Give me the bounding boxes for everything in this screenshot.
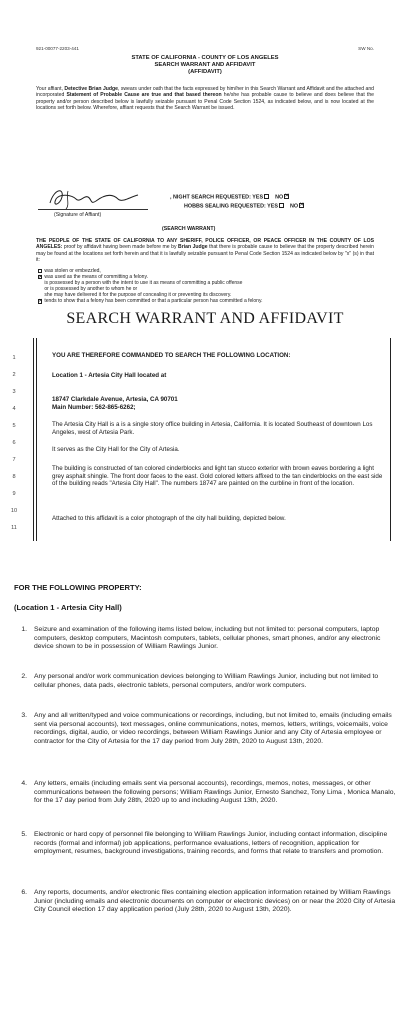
form-title-affidavit: (AFFIDAVIT) (188, 69, 222, 75)
pleading-frame (33, 338, 391, 541)
photo-attachment-note: Attached to this affidavit is a color photograph of the city hall building, depicted below. (52, 515, 286, 522)
option-text: or is possessed by another to whom he or (44, 286, 138, 293)
property-heading: FOR THE FOLLOWING PROPERTY: (14, 583, 142, 592)
option-checkbox (38, 299, 42, 303)
option-text: tends to show that a felony has been committed or that a particular person has committed a felony. (44, 298, 263, 305)
judge-name: Brian Judge (178, 244, 208, 251)
form-number: 921-00077-2203-441 (36, 46, 79, 51)
line-number: 8 (12, 474, 16, 480)
hobbs-yes-checkbox (279, 203, 284, 208)
location-address: 18747 Clarkdale Avenue, Artesia, CA 90701 (52, 396, 178, 403)
option-checkbox (38, 275, 42, 279)
building-description: The Artesia City Hall is a is a single story office building in Artesia, California. It is located Southeast of downtown Los Angeles, west of Artesia Park. (52, 421, 373, 436)
form-title-state: STATE OF CALIFORNIA - COUNTY OF LOS ANGELES (131, 55, 279, 61)
night-search-request (170, 194, 289, 201)
property-item (14, 712, 396, 746)
signature-caption: (Signature of Affiant) (54, 212, 102, 218)
affidavit-paragraph (36, 86, 374, 112)
affidavit-form-page (0, 38, 410, 305)
line-number: 5 (12, 423, 16, 429)
affiant-signature (46, 185, 142, 211)
line-number: 9 (12, 491, 16, 497)
affiant-name: Detective Brian Judge (64, 86, 118, 92)
people-address: THE PEOPLE OF THE STATE OF CALIFORNIA TO ANY SHERIFF, POLICE OFFICER, OR PEACE OFFICER IN THE COUNTY OF LOS ANGELES: (36, 238, 374, 251)
people-paragraph (36, 238, 374, 263)
hobbs-sealing-request (184, 203, 304, 210)
sw-number-label: SW No. (358, 46, 374, 51)
seizure-basis-option (38, 298, 374, 304)
line-number: 3 (12, 389, 16, 395)
option-text: was used as the means of committing a felony. (44, 274, 148, 281)
property-item-number: 2. (21, 673, 27, 680)
property-item-number: 5. (21, 831, 27, 838)
property-item (14, 626, 396, 652)
line-number: 2 (12, 372, 16, 378)
line-number: 10 (10, 508, 18, 514)
warrant-page-heading: SEARCH WARRANT AND AFFIDAVIT (66, 310, 344, 327)
main-phone-number: Main Number: 562-865-6262; (52, 404, 136, 411)
hobbs-no-checkbox (299, 203, 304, 208)
probable-cause-statement: Statement of Probable Cause are true and that based thereon (66, 92, 222, 99)
search-warrant-caption: (SEARCH WARRANT) (162, 226, 216, 232)
property-item-text: Seizure and examination of the following items listed below, including but not limited to: personal computers, laptop computers, desktop computers, Macintosh computers, tablets, cellular phones, smart phones, and/or any electronic device shown to be in possession of William Rawlings Junior. (34, 626, 381, 651)
property-item-number: 3. (21, 712, 27, 719)
location-label: Location 1 - Artesia City Hall located at (52, 372, 167, 379)
affidavit-text-a: Your affiant, (36, 86, 65, 92)
warrant-location-page (0, 310, 410, 550)
property-item-text: Electronic or hard copy of personnel file belonging to William Rawlings Junior, including contact information, discipline records (formal and informal) job applications, performance evaluations, letters of recognition, application for employment, resumes, background investigations, training records, and forms that relate to transfers and promotion. (34, 831, 388, 856)
hobbs-no-label: NO (289, 203, 299, 210)
people-text-b: that there is probable cause to believe that the property described herein may be found at the locations set forth herein and that it is lawfully seizable pursuant to Penal Code Section 1524 as indicated below by "x" (s) in that it: (36, 244, 374, 263)
seizure-basis-list (38, 268, 374, 305)
property-item-text: Any letters, emails (including emails sent via personal accounts), recordings, memos, notes, messages, or other communications between the following persons; William Rawlings Junior, Ernesto Sanchez, Tony Lima , Monica Manalo, for the 17 day period from July 28th, 2020 up to and including August 13th, 2020. (34, 780, 396, 805)
building-exterior: The building is constructed of tan colored cinderblocks and light tan stucco exterior with brown eaves bordering a light grey asphalt shingle. The front door faces to the east. Gold colored letters affixed to the tan cinderblocks on the east side of the building reads "Artesia City Hall". The numbers 18747 are painted on the curbline in front of the location. (52, 465, 383, 488)
affidavit-text-c: he/she has probable cause to believe and does believe that the property and/or person described below is lawfully seizable pursuant to Penal Code Section 1524, as indicated below, and is now located at the locations set forth below. Wherefore, affiant requests that the Search Warrant be issued. (36, 92, 374, 112)
option-text: she may have delivered it for the purpose of concealing it or preventing its discovery. (44, 292, 232, 299)
option-text: is possessed by a person with the intent to use it as means of committing a public offense (44, 280, 243, 287)
option-indent (38, 287, 42, 291)
property-item (14, 831, 396, 857)
property-item-text: Any personal and/or work communication devices belonging to William Rawlings Junior, including but not limited to cellular phones, data pads, electronic tablets, personal computers, and/or work computers. (34, 673, 379, 689)
signature-line (38, 209, 148, 210)
line-number: 11 (11, 525, 17, 531)
line-number: 1 (12, 355, 16, 361)
property-item-text: Any and all written/typed and voice communications or recordings, including, but not limited to, emails (including emails sent via personal accounts), text messages, online communications, notes, memos, letters, writings, voicemails, voice recordings, digital, audio, or video recordings, between William Rawlings Junior and any City of Artesia employee or contractor for the City of Artesia for the 17 day period from July 28th, 2020 to August 13th, 2020. (34, 712, 392, 745)
form-header (36, 46, 374, 51)
option-text: was stolen or embezzled, (44, 268, 101, 274)
line-number: 7 (12, 457, 16, 463)
property-item-number: 1. (21, 626, 27, 633)
affidavit-text-b: , swears under oath that the facts expressed by him/her in this Search Warrant and Affidavit and the attached and incorporated (36, 86, 374, 99)
night-no-label: NO (275, 194, 284, 201)
hobbs-sealing-label: HOBBS SEALING REQUESTED: YES (184, 203, 278, 210)
option-indent (38, 281, 42, 285)
property-item (14, 889, 396, 915)
property-item (14, 673, 396, 690)
property-item (14, 780, 396, 806)
property-item-number: 4. (21, 780, 27, 787)
night-no-checkbox (284, 194, 289, 199)
night-yes-checkbox (264, 194, 269, 199)
line-number: 6 (12, 440, 16, 446)
property-subheading: (Location 1 - Artesia City Hall) (14, 603, 122, 612)
property-item-number: 6. (21, 889, 27, 896)
people-text-a: proof by affidavit having been made before me by (62, 244, 179, 251)
building-purpose: It serves as the City Hall for the City of Artesia. (52, 446, 180, 453)
form-title-warrant: SEARCH WARRANT AND AFFIDAVIT (154, 62, 256, 68)
line-number: 4 (12, 406, 16, 412)
night-search-label: , NIGHT SEARCH REQUESTED: YES (170, 194, 264, 201)
property-list-page (0, 570, 410, 1024)
search-command: YOU ARE THEREFORE COMMANDED TO SEARCH THE FOLLOWING LOCATION: (52, 352, 291, 359)
property-item-text: Any reports, documents, and/or electronic files containing election application information retained by William Rawlings Junior (including emails and electronic documents on computer or electronic devices) on or near the 2020 City of Artesia City Council election 17 day application period (July 28th, 2020 to August 13th, 2020). (34, 889, 396, 914)
